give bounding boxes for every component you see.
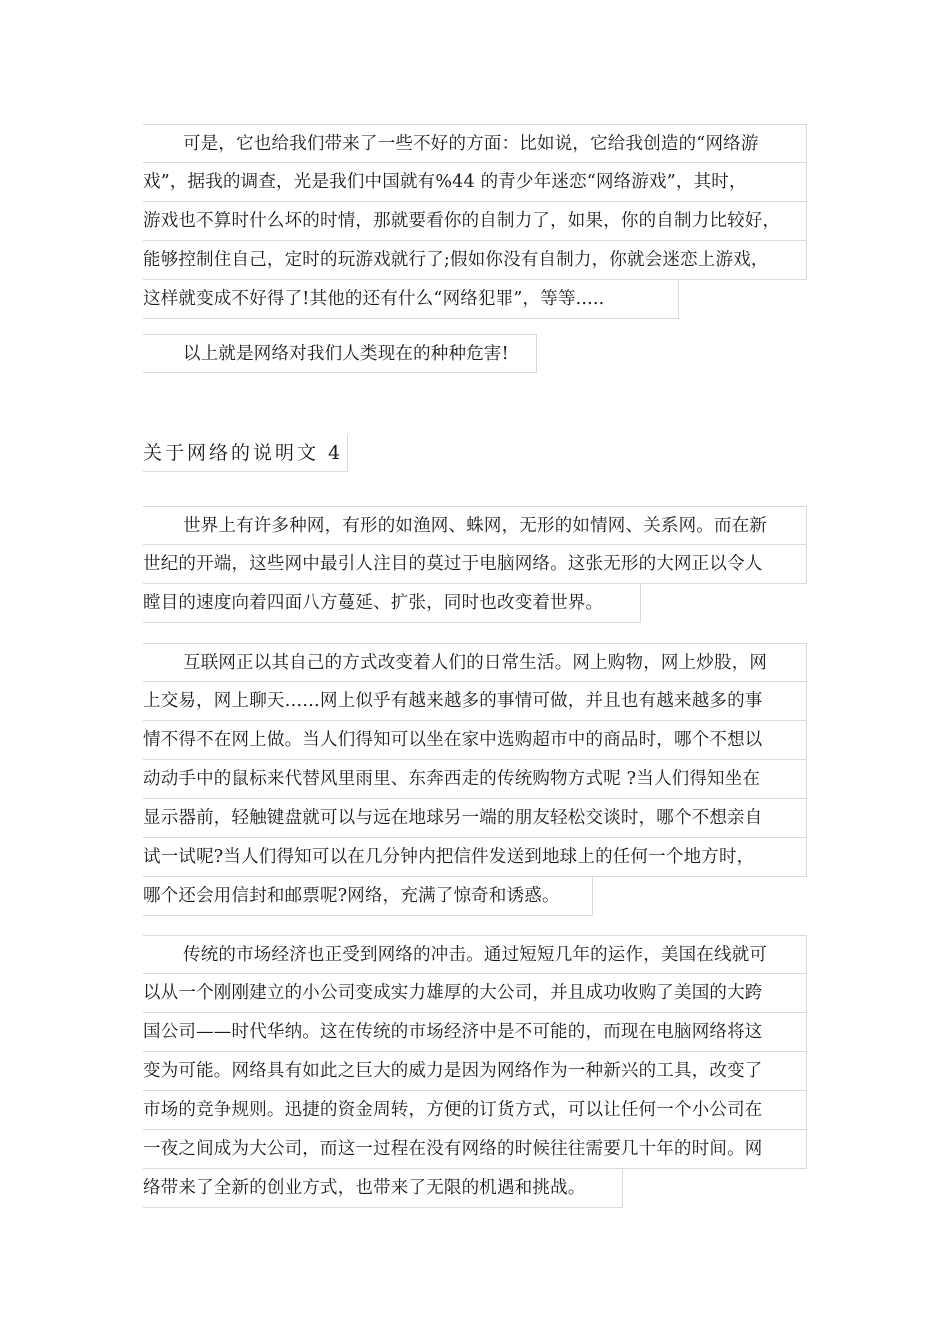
paragraph-harms-games [143, 124, 807, 319]
text-line: 动动手中的鼠标来代替风里雨里、东奔西走的传统购物方式呢 ?当人们得知坐在 [143, 760, 807, 799]
text-line: 络带来了全新的创业方式，也带来了无限的机遇和挑战。 [143, 1169, 623, 1208]
text-line: 情不得不在网上做。当人们得知可以坐在家中选购超市中的商品时，哪个不想以 [143, 721, 807, 760]
text-line: 瞠目的速度向着四面八方蔓延、扩张，同时也改变着世界。 [143, 584, 641, 623]
text-line: 变为可能。网络具有如此之巨大的威力是因为网络作为一种新兴的工具，改变了 [143, 1052, 807, 1091]
text-line: 上交易，网上聊天……网上似乎有越来越多的事情可做，并且也有越来越多的事 [143, 682, 807, 721]
text-line: 这样就变成不好得了!其他的还有什么“网络犯罪”，等等..... [143, 280, 679, 319]
text-line: 世界上有许多种网，有形的如渔网、蛛网，无形的如情网、关系网。而在新 [143, 506, 807, 545]
text-line: 游戏也不算时什么坏的时情，那就要看你的自制力了，如果，你的自制力比较好， [143, 202, 807, 241]
paragraph-intro-network [143, 506, 807, 623]
paragraph-daily-life [143, 643, 807, 916]
text-line: 试一试呢?当人们得知可以在几分钟内把信件发送到地球上的任何一个地方时， [143, 838, 807, 877]
text-line: 戏”，据我的调查，光是我们中国就有%44 的青少年迷恋“网络游戏”，其时， [143, 163, 807, 202]
text-line: 世纪的开端，这些网中最引人注目的莫过于电脑网络。这张无形的大网正以令人 [143, 545, 807, 584]
text-line: 互联网正以其自己的方式改变着人们的日常生活。网上购物，网上炒股，网 [143, 643, 807, 682]
paragraph-harms-conclusion [143, 334, 537, 373]
text-line: 国公司——时代华纳。这在传统的市场经济中是不可能的，而现在电脑网络将这 [143, 1013, 807, 1052]
text-line: 市场的竞争规则。迅捷的资金周转，方便的订货方式，可以让任何一个小公司在 [143, 1091, 807, 1130]
section-heading: 关于网络的说明文 4 [143, 435, 348, 472]
text-line: 传统的市场经济也正受到网络的冲击。通过短短几年的运作，美国在线就可 [143, 935, 807, 974]
text-line: 可是，它也给我们带来了一些不好的方面：比如说，它给我创造的“网络游 [143, 124, 807, 163]
text-line: 显示器前，轻触键盘就可以与远在地球另一端的朋友轻松交谈时，哪个不想亲自 [143, 799, 807, 838]
text-line: 能够控制住自己，定时的玩游戏就行了;假如你没有自制力，你就会迷恋上游戏， [143, 241, 807, 280]
paragraph-market-economy [143, 935, 807, 1208]
text-line: 以上就是网络对我们人类现在的种种危害! [143, 334, 537, 373]
text-line: 哪个还会用信封和邮票呢?网络，充满了惊奇和诱惑。 [143, 877, 593, 916]
text-line: 以从一个刚刚建立的小公司变成实力雄厚的大公司，并且成功收购了美国的大跨 [143, 974, 807, 1013]
text-line: 一夜之间成为大公司，而这一过程在没有网络的时候往往需要几十年的时间。网 [143, 1130, 807, 1169]
